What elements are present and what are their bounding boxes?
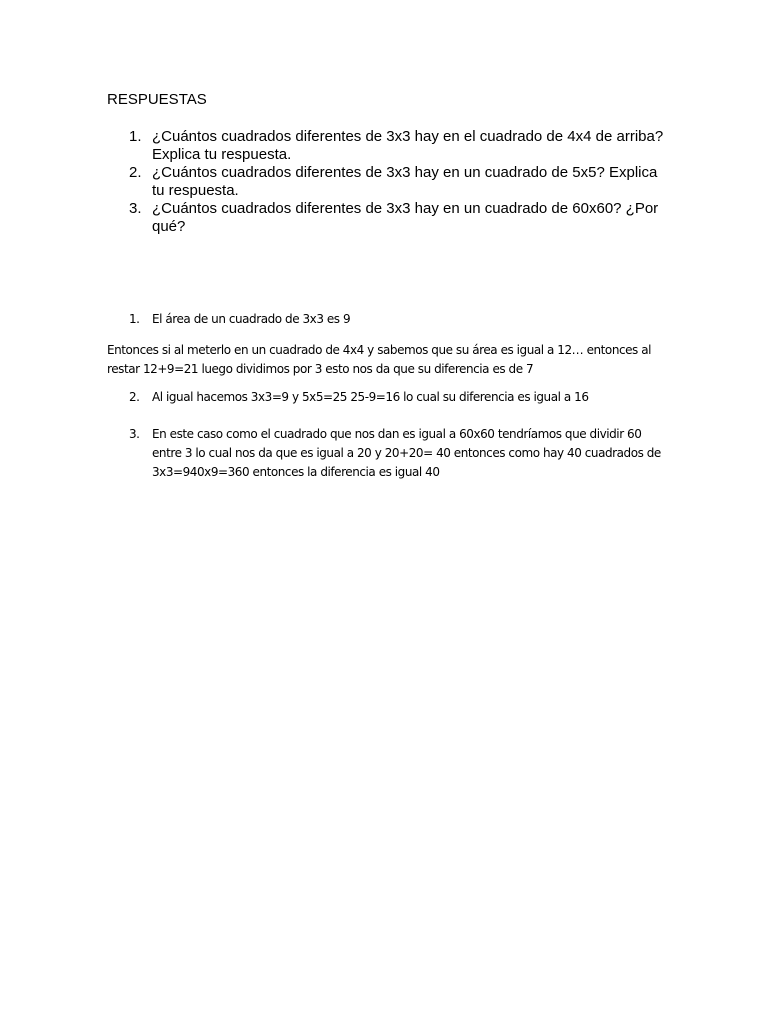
answers-section [107,310,667,482]
question-item [107,128,667,164]
answer-item [107,425,667,482]
question-item [107,200,667,236]
question-number: 2. [129,164,142,181]
answer-text: En este caso como el cuadrado que nos dan es igual a 60x60 tendríamos que dividir 60 entre 3 lo cual nos da que es igual a 20 y 20+20= 40 entonces como hay 40 cuadrados de 3x3=940x9=360 entonces la diferencia es igual 40 [152,427,661,479]
document-title: RESPUESTAS [107,91,207,108]
answer-number: 1. [129,312,140,326]
question-text: ¿Cuántos cuadrados diferentes de 3x3 hay en el cuadrado de 4x4 de arriba? Explica tu respuesta. [152,128,664,163]
answer-text: Al igual hacemos 3x3=9 y 5x5=25 25-9=16 lo cual su diferencia es igual a 16 [152,390,589,404]
answer-item [107,310,667,329]
question-number: 3. [129,200,142,217]
questions-list [107,128,667,236]
question-item [107,164,667,200]
answer-number: 2. [129,390,140,404]
answer-item [107,388,667,407]
answer-explanation: Entonces si al meterlo en un cuadrado de 4x4 y sabemos que su área es igual a 12… entonces al restar 12+9=21 luego dividimos por 3 esto nos da que su diferencia es de 7 [107,343,652,376]
answer-text: El área de un cuadrado de 3x3 es 9 [152,312,351,326]
question-text: ¿Cuántos cuadrados diferentes de 3x3 hay en un cuadrado de 60x60? ¿Por qué? [152,200,659,235]
question-number: 1. [129,128,142,145]
question-text: ¿Cuántos cuadrados diferentes de 3x3 hay en un cuadrado de 5x5? Explica tu respuesta. [152,164,658,199]
answer-number: 3. [129,427,140,441]
